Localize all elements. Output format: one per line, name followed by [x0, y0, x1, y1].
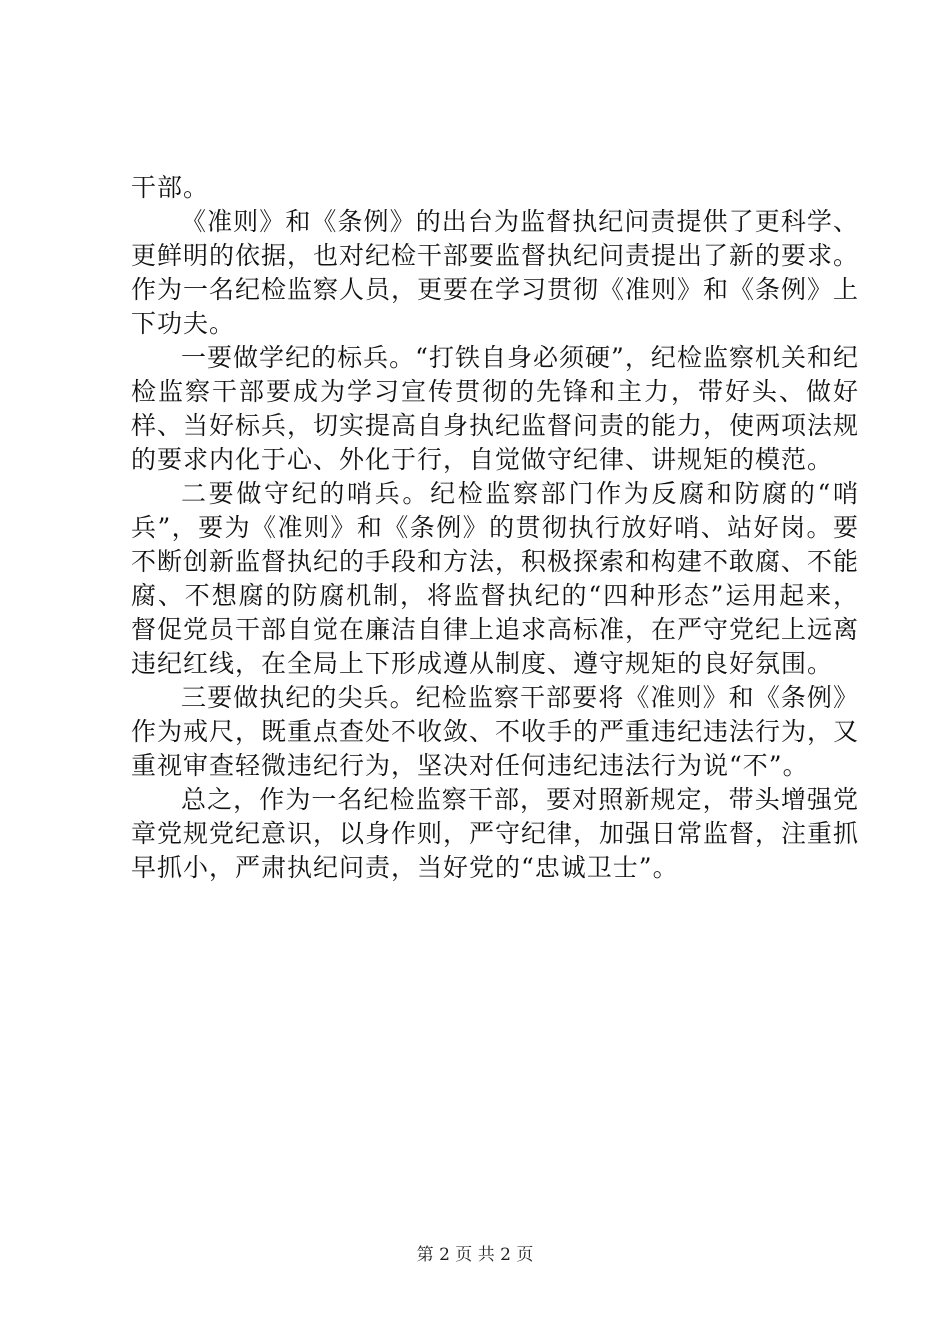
paragraph-intro: 《准则》和《条例》的出台为监督执纪问责提供了更科学、更鲜明的依据，也对纪检干部要监督执纪问责提出了新的要求。作为一名纪检监察人员，更要在学习贯彻《准则》和《条例》上下功夫。 — [131, 207, 860, 338]
paragraph-continuation: 干部。 — [131, 173, 210, 202]
paragraph-conclusion: 总之，作为一名纪检监察干部，要对照新规定，带头增强党章党规党纪意识，以身作则，严守纪律，加强日常监督，注重抓早抓小，严肃执纪问责，当好党的“忠诚卫士”。 — [131, 785, 860, 882]
page-footer — [0, 1244, 950, 1266]
document-body — [131, 171, 859, 885]
paragraph-point-one: 一要做学纪的标兵。“打铁自身必须硬”，纪检监察机关和纪检监察干部要成为学习宣传贯彻的先锋和主力，带好头、做好样、当好标兵，切实提高自身执纪监督问责的能力，使两项法规的要求内化于心、外化于行，自觉做守纪律、讲规矩的模范。 — [131, 343, 860, 474]
paragraph-point-two: 二要做守纪的哨兵。纪检监察部门作为反腐和防腐的“哨兵”，要为《准则》和《条例》的贯彻执行放好哨、站好岗。要不断创新监督执纪的手段和方法，积极探索和构建不敢腐、不能腐、不想腐的防腐机制，将监督执纪的“四种形态”运用起来，督促党员干部自觉在廉洁自律上追求高标准，在严守党纪上远离违纪红线，在全局上下形成遵从制度、遵守规矩的良好氛围。 — [131, 479, 860, 678]
paragraph-point-three: 三要做执纪的尖兵。纪检监察干部要将《准则》和《条例》作为戒尺，既重点查处不收敛、不收手的严重违纪违法行为，又重视审查轻微违纪行为，坚决对任何违纪违法行为说“不”。 — [131, 683, 860, 780]
page-number: 第 2 页 共 2 页 — [416, 1245, 534, 1265]
